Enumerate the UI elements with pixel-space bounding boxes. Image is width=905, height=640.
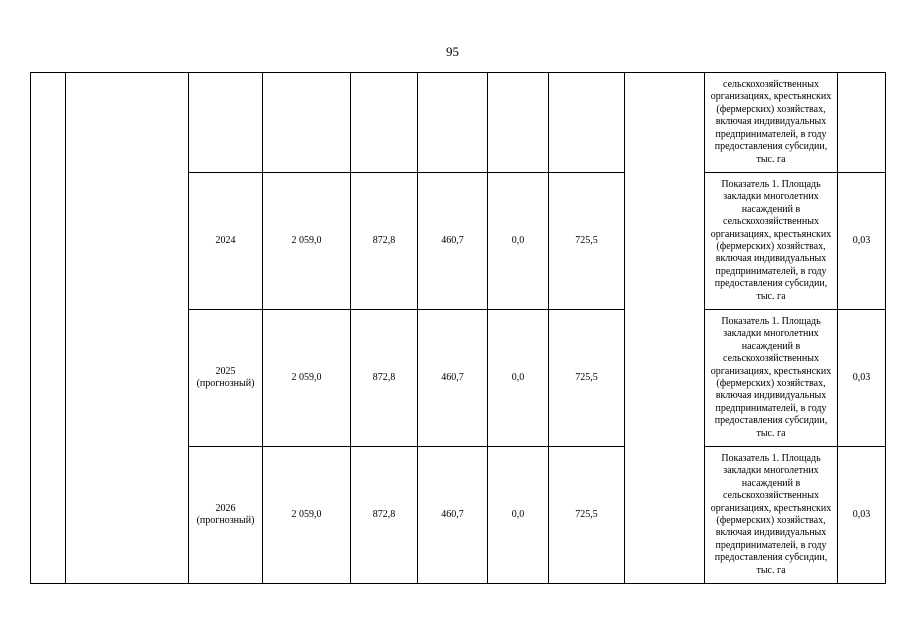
value-cell: 460,7 [418, 310, 488, 447]
page-number: 95 [446, 44, 459, 59]
indicator-value: 0,03 [838, 447, 886, 584]
indicator-value: 0,03 [838, 310, 886, 447]
empty-cell [263, 73, 351, 173]
empty-cell [351, 73, 418, 173]
empty-cell [66, 73, 189, 584]
value-cell: 725,5 [549, 310, 625, 447]
year-cell [189, 447, 263, 584]
year-cell [189, 310, 263, 447]
value-cell: 0,0 [488, 173, 549, 310]
value-cell: 0,0 [488, 310, 549, 447]
year-note: (прогнозный) [196, 515, 255, 526]
total-value: 2 059,0 [263, 173, 351, 310]
year-cell [189, 173, 263, 310]
value-cell: 872,8 [351, 447, 418, 584]
year-label: 2025 [215, 365, 236, 377]
value-cell: 725,5 [549, 173, 625, 310]
empty-cell [625, 73, 705, 584]
value-cell: 460,7 [418, 447, 488, 584]
year-label: 2026 [215, 502, 236, 514]
empty-cell [189, 73, 263, 173]
empty-cell [418, 73, 488, 173]
indicator-description: Показатель 1. Площадь закладки многолетних насаждений в сельскохозяйственных организациях, крестьянских (фермерских) хозяйствах, включая индивидуальных предпринимателей, в году предоставления субсидии, тыс. га [705, 310, 838, 447]
indicator-value: 0,03 [838, 173, 886, 310]
value-cell: 0,0 [488, 447, 549, 584]
year-label: 2024 [215, 234, 236, 246]
indicator-description: сельскохозяйственных организациях, крестьянских (фермерских) хозяйствах, включая индивидуальных предпринимателей, в году предоставления субсидии, тыс. га [705, 73, 838, 173]
total-value: 2 059,0 [263, 310, 351, 447]
year-note: (прогнозный) [196, 378, 255, 389]
table-row [31, 73, 886, 173]
empty-cell [31, 73, 66, 584]
value-cell: 725,5 [549, 447, 625, 584]
indicator-description: Показатель 1. Площадь закладки многолетних насаждений в сельскохозяйственных организациях, крестьянских (фермерских) хозяйствах, включая индивидуальных предпринимателей, в году предоставления субсидии, тыс. га [705, 173, 838, 310]
value-cell: 872,8 [351, 310, 418, 447]
total-value: 2 059,0 [263, 447, 351, 584]
empty-cell [549, 73, 625, 173]
subsidy-table [30, 72, 886, 584]
value-cell: 872,8 [351, 173, 418, 310]
value-cell: 460,7 [418, 173, 488, 310]
indicator-description: Показатель 1. Площадь закладки многолетних насаждений в сельскохозяйственных организациях, крестьянских (фермерских) хозяйствах, включая индивидуальных предпринимателей, в году предоставления субсидии, тыс. га [705, 447, 838, 584]
empty-cell [838, 73, 886, 173]
empty-cell [488, 73, 549, 173]
